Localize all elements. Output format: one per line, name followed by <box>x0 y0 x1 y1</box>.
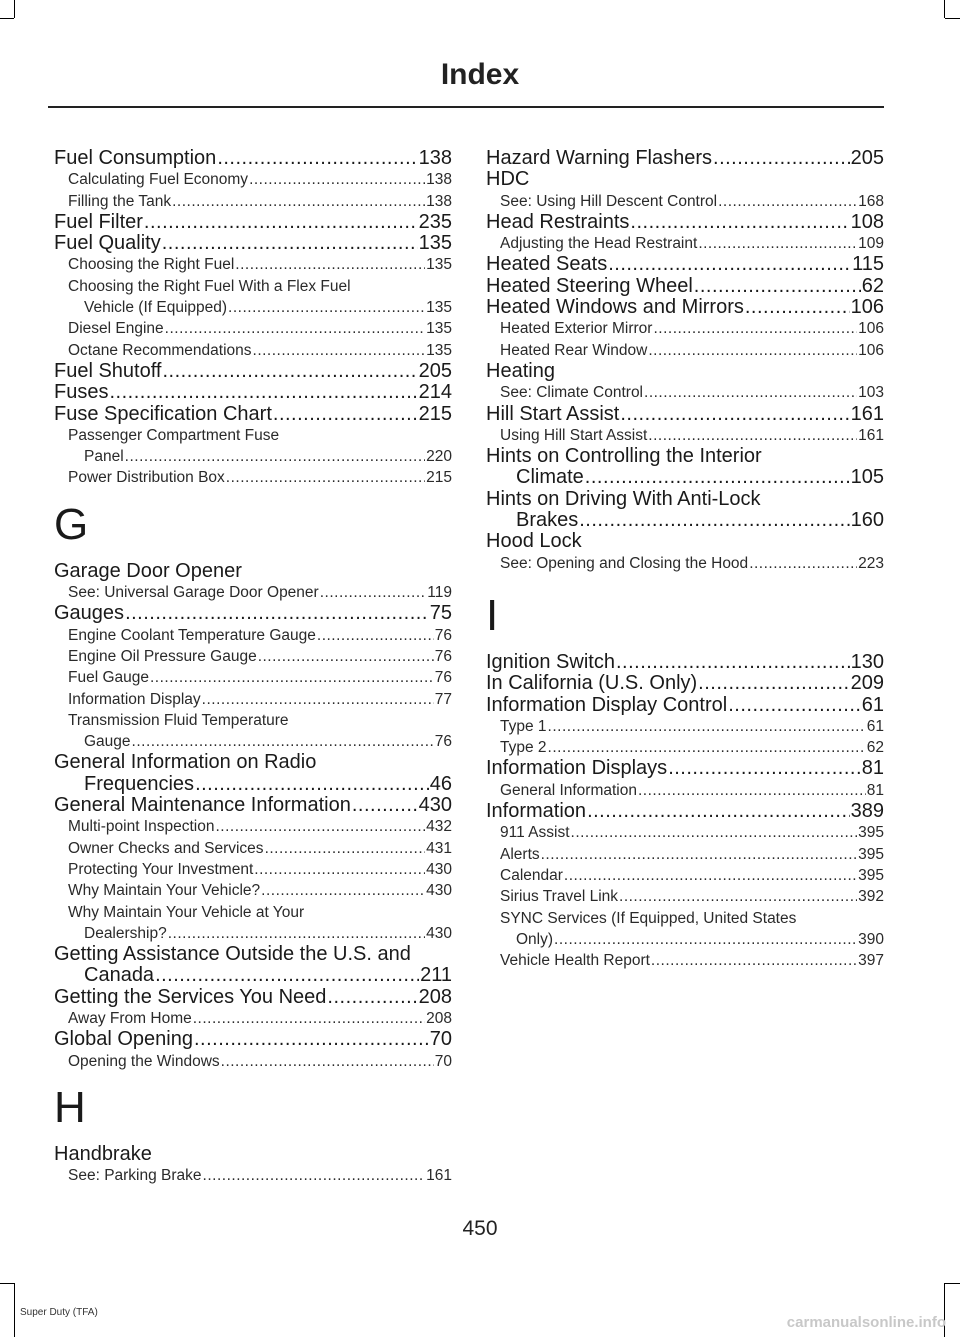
dot-leader <box>217 148 417 169</box>
index-entry <box>54 212 452 233</box>
dot-leader <box>215 816 425 837</box>
page-title: Index <box>440 58 520 91</box>
dot-leader <box>125 446 425 467</box>
index-subentry <box>486 716 884 737</box>
index-entry <box>486 801 884 822</box>
dot-leader <box>651 950 857 971</box>
entry-label: General Maintenance Information <box>54 794 351 817</box>
dot-leader <box>564 865 857 886</box>
dot-leader <box>698 673 849 694</box>
entry-page-number: 70 <box>434 1052 452 1070</box>
index-entry <box>486 148 884 169</box>
entry-label: Fuel Shutoff <box>54 359 162 382</box>
dot-leader <box>541 844 858 865</box>
entry-page-number: 208 <box>418 985 452 1008</box>
entry-page-number: 77 <box>434 690 452 708</box>
dot-leader <box>168 923 425 944</box>
entry-label: Heated Rear Window <box>500 341 648 359</box>
entry-page-number: 70 <box>429 1028 452 1051</box>
dot-leader <box>235 254 425 275</box>
index-entry <box>54 404 452 425</box>
entry-page-number: 76 <box>434 669 452 687</box>
entry-label: Alerts <box>500 845 540 863</box>
dot-leader <box>253 340 426 361</box>
dot-leader <box>221 1051 434 1072</box>
entry-label: Climate <box>516 466 584 489</box>
index-subentry: Transmission Fluid Temperature <box>68 711 289 729</box>
entry-label: Vehicle (If Equipped) <box>84 299 228 317</box>
entry-page-number: 108 <box>850 210 884 233</box>
entry-page-number: 390 <box>858 930 884 948</box>
entry-label: Octane Recommendations <box>68 341 252 359</box>
index-block <box>54 148 452 489</box>
index-subentry <box>54 1165 452 1186</box>
entry-page-number: 395 <box>858 866 884 884</box>
entry-page-number: 214 <box>418 381 452 404</box>
index-entry <box>54 1029 452 1050</box>
index-subentry <box>486 318 884 339</box>
index-subentry: Why Maintain Your Vehicle at Your <box>68 903 305 921</box>
index-column-right <box>486 148 884 971</box>
index-entry <box>486 254 884 275</box>
index-subentry <box>54 340 452 361</box>
index-subentry <box>486 340 884 361</box>
index-block <box>54 561 452 1072</box>
dot-leader <box>155 965 419 986</box>
dot-leader <box>144 212 418 233</box>
index-subentry <box>54 625 452 646</box>
entry-page-number: 81 <box>861 757 884 780</box>
index-subentry <box>54 254 452 275</box>
entry-page-number: 62 <box>861 274 884 297</box>
dot-leader <box>648 340 857 361</box>
entry-page-number: 395 <box>858 845 884 863</box>
entry-label: Getting the Services You Need <box>54 985 327 1008</box>
entry-page-number: 161 <box>858 426 884 444</box>
index-subentry <box>54 169 452 190</box>
letter-heading-i: I <box>486 590 499 640</box>
entry-page-number: 161 <box>426 1167 452 1185</box>
dot-leader <box>162 233 418 254</box>
entry-label: Vehicle Health Report <box>500 952 650 970</box>
index-entry <box>486 652 884 673</box>
entry-label: Opening the Windows <box>68 1052 220 1070</box>
index-subentry <box>54 297 452 318</box>
index-subentry <box>54 582 452 603</box>
entry-label: Using Hill Start Assist <box>500 426 648 444</box>
dot-leader <box>194 1029 429 1050</box>
entry-page-number: 430 <box>426 882 452 900</box>
dot-leader <box>619 886 857 907</box>
entry-label: Fuel Filter <box>54 210 143 233</box>
crop-mark-bottom-left-h <box>0 1283 14 1284</box>
entry-label: Information Display Control <box>486 693 728 716</box>
entry-label: Type 2 <box>500 739 547 757</box>
dot-leader <box>644 382 857 403</box>
entry-label: Calculating Fuel Economy <box>68 171 249 189</box>
entry-page-number: 138 <box>426 171 452 189</box>
entry-label: 911 Assist <box>500 824 570 842</box>
entry-page-number: 138 <box>418 147 452 169</box>
index-subentry <box>486 191 884 212</box>
dot-leader <box>320 582 427 603</box>
index-subentry <box>54 318 452 339</box>
entry-page-number: 135 <box>426 299 452 317</box>
entry-page-number: 62 <box>866 739 884 757</box>
dot-leader <box>587 801 850 822</box>
entry-label: Protecting Your Investment <box>68 860 254 878</box>
entry-label: Choosing the Right Fuel <box>68 256 235 274</box>
index-entry <box>486 212 884 233</box>
entry-label: Away From Home <box>68 1009 192 1027</box>
index-block <box>54 1144 452 1187</box>
dot-leader <box>352 795 418 816</box>
index-entry <box>54 148 452 169</box>
dot-leader <box>258 646 434 667</box>
entry-label: Fuel Gauge <box>68 669 149 687</box>
dot-leader <box>548 737 866 758</box>
index-subentry <box>54 667 452 688</box>
index-entry <box>54 987 452 1008</box>
entry-label: Owner Checks and Services <box>68 839 264 857</box>
dot-leader <box>132 731 434 752</box>
index-subentry <box>486 233 884 254</box>
entry-page-number: 103 <box>858 384 884 402</box>
index-entry <box>486 404 884 425</box>
entry-page-number: 76 <box>434 647 452 665</box>
entry-label: Only) <box>516 930 554 948</box>
entry-page-number: 235 <box>418 210 452 233</box>
dot-leader <box>109 382 417 403</box>
entry-label: Filling the Tank <box>68 192 172 210</box>
entry-page-number: 81 <box>866 781 884 799</box>
entry-label: In California (U.S. Only) <box>486 672 698 695</box>
entry-label: General Information <box>500 781 637 799</box>
dot-leader <box>165 318 425 339</box>
index-entry <box>486 510 884 531</box>
dot-leader <box>616 652 850 673</box>
index-subentry <box>486 886 884 907</box>
entry-page-number: 61 <box>861 693 884 716</box>
dot-leader <box>579 510 849 531</box>
entry-label: Fuses <box>54 381 109 404</box>
entry-page-number: 205 <box>418 359 452 382</box>
dot-leader <box>668 758 861 779</box>
index-subentry <box>486 553 884 574</box>
index-block <box>486 148 884 574</box>
letter-heading-g: G <box>54 499 89 549</box>
index-entry <box>54 233 452 254</box>
index-entry: Hints on Controlling the Interior <box>486 445 762 468</box>
entry-label: Information Display <box>68 690 201 708</box>
entry-page-number: 395 <box>858 824 884 842</box>
index-entry: Heating <box>486 359 555 382</box>
entry-page-number: 392 <box>858 888 884 906</box>
dot-leader <box>745 297 850 318</box>
entry-page-number: 431 <box>426 839 452 857</box>
entry-label: Information <box>486 800 587 823</box>
entry-page-number: 430 <box>418 794 452 817</box>
dot-leader <box>620 404 849 425</box>
entry-label: Power Distribution Box <box>68 469 225 487</box>
index-subentry <box>54 467 452 488</box>
entry-label: Frequencies <box>84 772 195 795</box>
dot-leader <box>630 212 849 233</box>
dot-leader <box>608 254 851 275</box>
index-subentry <box>54 816 452 837</box>
dot-leader <box>273 404 418 425</box>
entry-label: See: Opening and Closing the Hood <box>500 554 749 572</box>
entry-label: Adjusting the Head Restraint <box>500 235 698 253</box>
entry-label: Engine Oil Pressure Gauge <box>68 647 257 665</box>
index-subentry: Choosing the Right Fuel With a Flex Fuel <box>68 277 351 295</box>
entry-page-number: 119 <box>427 584 452 602</box>
index-entry: General Information on Radio <box>54 751 317 774</box>
index-entry <box>486 758 884 779</box>
index-entry: Handbrake <box>54 1142 152 1165</box>
entry-page-number: 432 <box>426 818 452 836</box>
index-subentry <box>54 880 452 901</box>
index-subentry <box>486 844 884 865</box>
entry-label: Fuse Specification Chart <box>54 402 272 425</box>
index-subentry <box>54 731 452 752</box>
index-column-left <box>54 148 452 1186</box>
entry-page-number: 135 <box>426 341 452 359</box>
entry-label: Engine Coolant Temperature Gauge <box>68 626 316 644</box>
entry-page-number: 209 <box>850 672 884 695</box>
index-entry <box>54 361 452 382</box>
dot-leader <box>162 361 417 382</box>
dot-leader <box>203 1165 426 1186</box>
entry-label: Fuel Quality <box>54 232 161 255</box>
entry-label: Brakes <box>516 509 579 532</box>
entry-page-number: 138 <box>426 192 452 210</box>
dot-leader <box>249 169 425 190</box>
entry-page-number: 130 <box>850 650 884 673</box>
dot-leader <box>713 148 850 169</box>
dot-leader <box>327 987 417 1008</box>
index-subentry <box>486 950 884 971</box>
index-subentry <box>486 929 884 950</box>
index-subentry: SYNC Services (If Equipped, United States <box>500 909 797 927</box>
crop-mark-bottom-left-v <box>14 1283 15 1337</box>
entry-page-number: 46 <box>429 772 452 795</box>
dot-leader <box>172 191 425 212</box>
index-subentry <box>486 382 884 403</box>
index-subentry <box>54 1051 452 1072</box>
letter-heading-h: H <box>54 1082 86 1132</box>
dot-leader <box>228 297 425 318</box>
entry-page-number: 135 <box>426 320 452 338</box>
entry-label: See: Using Hill Descent Control <box>500 192 718 210</box>
index-entry <box>486 673 884 694</box>
dot-leader <box>638 780 866 801</box>
entry-page-number: 76 <box>434 733 452 751</box>
dot-leader <box>728 695 861 716</box>
entry-label: Heated Seats <box>486 253 608 276</box>
entry-page-number: 168 <box>858 192 884 210</box>
crop-mark-bottom-right-h <box>945 1283 960 1284</box>
entry-label: Gauge <box>84 733 131 751</box>
entry-label: Diesel Engine <box>68 320 164 338</box>
dot-leader <box>718 191 857 212</box>
crop-mark-top-left-v <box>14 0 15 18</box>
entry-label: Multi-point Inspection <box>68 818 215 836</box>
index-subentry <box>54 859 452 880</box>
crop-mark-top-right-h <box>945 18 960 19</box>
entry-page-number: 215 <box>418 402 452 425</box>
index-subentry: Passenger Compartment Fuse <box>68 426 280 444</box>
dot-leader <box>548 716 866 737</box>
entry-page-number: 76 <box>434 626 452 644</box>
entry-label: Head Restraints <box>486 210 630 233</box>
entry-page-number: 75 <box>429 602 452 625</box>
footer-model: Super Duty (TFA) <box>20 1307 98 1318</box>
entry-label: Information Displays <box>486 757 668 780</box>
title-rule <box>48 106 884 108</box>
entry-label: Hazard Warning Flashers <box>486 147 713 169</box>
entry-page-number: 211 <box>420 964 452 987</box>
entry-label: Global Opening <box>54 1028 193 1051</box>
entry-label: Ignition Switch <box>486 650 615 673</box>
crop-mark-top-left-h <box>0 18 14 19</box>
index-entry <box>486 695 884 716</box>
entry-label: Sirius Travel Link <box>500 888 619 906</box>
dot-leader <box>202 689 434 710</box>
index-subentry <box>486 822 884 843</box>
entry-page-number: 430 <box>426 860 452 878</box>
index-subentry <box>54 689 452 710</box>
dot-leader <box>749 553 857 574</box>
entry-label: See: Universal Garage Door Opener <box>68 584 319 602</box>
entry-page-number: 115 <box>852 253 884 276</box>
index-subentry <box>486 425 884 446</box>
index-entry <box>54 774 452 795</box>
index-subentry <box>54 838 452 859</box>
index-entry <box>54 603 452 624</box>
index-block <box>486 652 884 971</box>
entry-page-number: 105 <box>850 466 884 489</box>
index-subentry <box>54 446 452 467</box>
entry-label: Fuel Consumption <box>54 147 217 169</box>
dot-leader <box>125 603 429 624</box>
index-entry <box>54 965 452 986</box>
entry-page-number: 106 <box>850 296 884 319</box>
entry-label: Why Maintain Your Vehicle? <box>68 882 261 900</box>
entry-label: See: Climate Control <box>500 384 644 402</box>
entry-page-number: 106 <box>858 341 884 359</box>
dot-leader <box>554 929 857 950</box>
index-entry: HDC <box>486 168 530 191</box>
entry-page-number: 106 <box>858 320 884 338</box>
dot-leader <box>694 276 861 297</box>
page-number: 450 <box>462 1217 498 1240</box>
entry-page-number: 208 <box>426 1009 452 1027</box>
entry-page-number: 220 <box>426 448 452 466</box>
entry-label: Panel <box>84 448 124 466</box>
index-entry <box>486 276 884 297</box>
dot-leader <box>261 880 425 901</box>
dot-leader <box>254 859 425 880</box>
dot-leader <box>571 822 858 843</box>
entry-page-number: 430 <box>426 924 452 942</box>
entry-label: Type 1 <box>500 717 547 735</box>
index-subentry <box>486 865 884 886</box>
dot-leader <box>150 667 434 688</box>
index-subentry <box>486 780 884 801</box>
entry-label: Canada <box>84 964 155 987</box>
index-subentry <box>54 191 452 212</box>
entry-label: Heated Exterior Mirror <box>500 320 653 338</box>
entry-page-number: 160 <box>850 509 884 532</box>
entry-page-number: 389 <box>850 800 884 823</box>
index-entry: Hood Lock <box>486 530 582 553</box>
dot-leader <box>648 425 857 446</box>
entry-page-number: 135 <box>418 232 452 255</box>
dot-leader <box>317 625 434 646</box>
index-subentry <box>54 923 452 944</box>
entry-page-number: 215 <box>426 469 452 487</box>
dot-leader <box>585 467 850 488</box>
entry-label: Dealership? <box>84 924 167 942</box>
entry-page-number: 161 <box>850 402 884 425</box>
entry-label: Hill Start Assist <box>486 402 620 425</box>
index-subentry <box>54 646 452 667</box>
index-subentry <box>54 1008 452 1029</box>
entry-label: Gauges <box>54 602 125 625</box>
dot-leader <box>193 1008 425 1029</box>
entry-page-number: 205 <box>850 147 884 169</box>
entry-page-number: 397 <box>858 952 884 970</box>
index-entry: Getting Assistance Outside the U.S. and <box>54 943 411 966</box>
entry-page-number: 223 <box>858 554 884 572</box>
index-entry: Hints on Driving With Anti-Lock <box>486 487 761 510</box>
index-entry <box>486 297 884 318</box>
entry-label: See: Parking Brake <box>68 1167 202 1185</box>
index-subentry <box>486 737 884 758</box>
dot-leader <box>698 233 857 254</box>
index-entry <box>486 467 884 488</box>
entry-label: Heated Steering Wheel <box>486 274 693 297</box>
crop-mark-top-right-v <box>944 0 945 18</box>
dot-leader <box>265 838 426 859</box>
entry-page-number: 61 <box>866 717 884 735</box>
index-entry <box>54 795 452 816</box>
entry-page-number: 135 <box>426 256 452 274</box>
index-entry: Garage Door Opener <box>54 559 242 582</box>
entry-label: Heated Windows and Mirrors <box>486 296 744 319</box>
entry-page-number: 109 <box>858 235 884 253</box>
entry-label: Calendar <box>500 866 563 884</box>
watermark: carmanualsonline.info <box>786 1314 946 1331</box>
dot-leader <box>653 318 857 339</box>
index-entry <box>54 382 452 403</box>
dot-leader <box>226 467 425 488</box>
dot-leader <box>195 774 429 795</box>
